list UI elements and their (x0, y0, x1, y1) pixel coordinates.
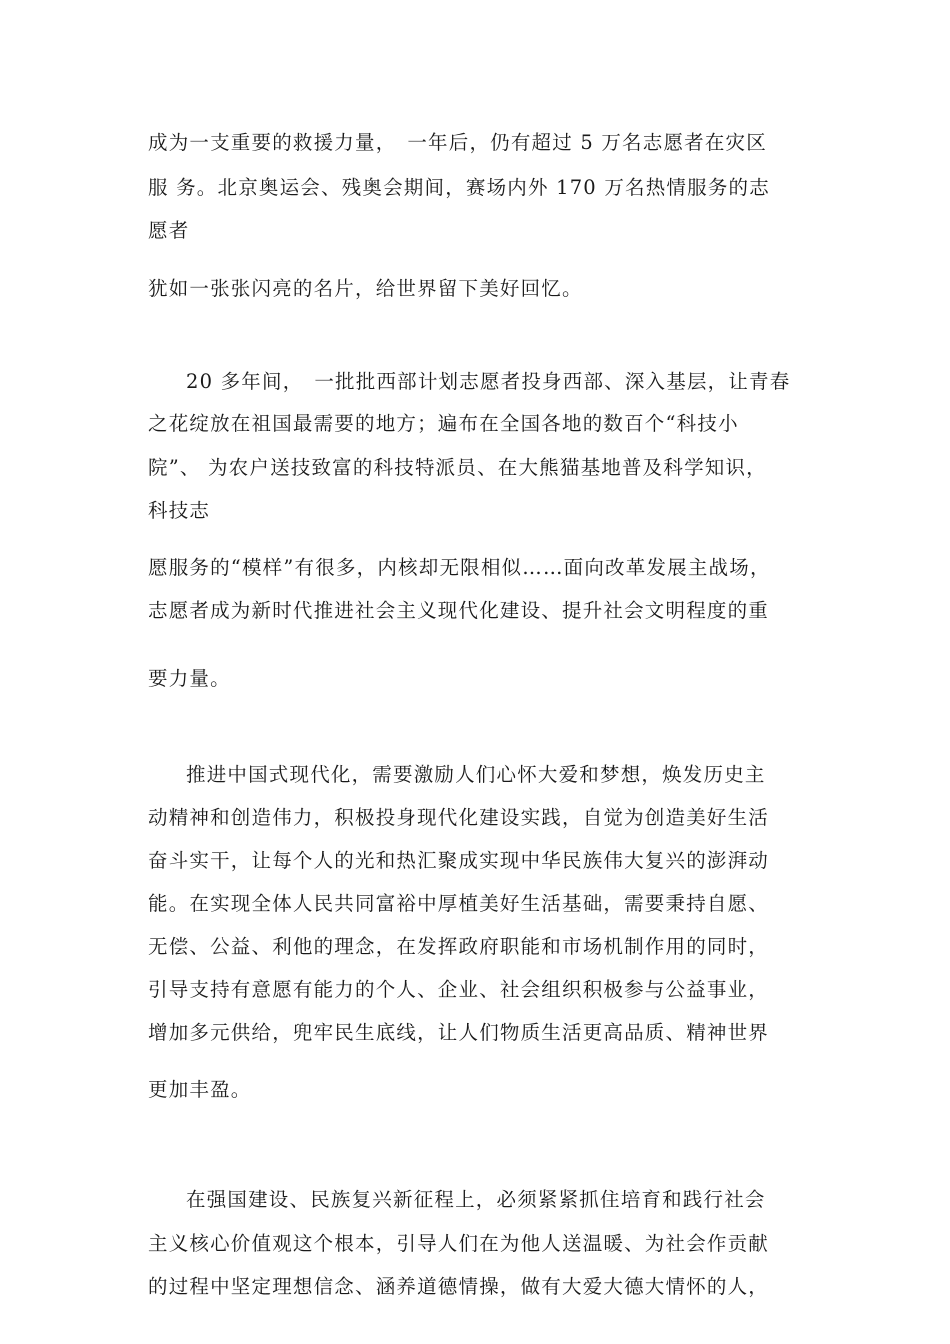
text-line: 更加丰盈。 (148, 1078, 252, 1101)
text-line: 院”、 为农户送技致富的科技特派员、在大熊猫基地普及科学知识， (148, 456, 767, 479)
text-line: 要力量。 (148, 667, 231, 690)
text-line: 志愿者成为新时代推进社会主义现代化建设、提升社会文明程度的重 (148, 599, 770, 622)
text-line: 奋斗实干，让每个人的光和热汇聚成实现中华民族伟大复兴的澎湃动 (148, 849, 770, 872)
paragraph-start-line: 推进中国式现代化，需要激励人们心怀大爱和梦想，焕发历史主 (186, 763, 766, 786)
text-line: 愿服务的“模样”有很多，内核却无限相似……面向改革发展主战场， (148, 556, 771, 579)
text-line: 服 务。北京奥运会、残奥会期间，赛场内外 170 万名热情服务的志 (148, 176, 770, 199)
text-line: 的过程中坚定理想信念、涵养道德情操，做有大爱大德大情怀的人， (148, 1275, 770, 1298)
text-line: 能。在实现全体人民共同富裕中厚植美好生活基础，需要秉持自愿、 (148, 892, 770, 915)
text-line: 科技志 (148, 499, 211, 522)
text-line: 无偿、公益、利他的理念，在发挥政府职能和市场机制作用的同时， (148, 935, 770, 958)
text-line: 引导支持有意愿有能力的个人、企业、社会组织积极参与公益事业， (148, 978, 770, 1001)
text-line: 之花绽放在祖国最需要的地方；遍布在全国各地的数百个“科技小 (148, 412, 739, 435)
paragraph-start-line: 在强国建设、民族复兴新征程上，必须紧紧抓住培育和践行社会 (186, 1188, 766, 1211)
text-line: 愿者 (148, 219, 190, 242)
text-line: 犹如一张张闪亮的名片，给世界留下美好回忆。 (148, 277, 583, 300)
text-line: 成为一支重要的救援力量， 一年后，仍有超过 5 万名志愿者在灾区 (148, 131, 767, 154)
text-line: 主义核心价值观这个根本，引导人们在为他人送温暖、为社会作贡献 (148, 1232, 770, 1255)
paragraph-start-line: 20 多年间， 一批批西部计划志愿者投身西部、深入基层，让青春 (186, 370, 791, 393)
text-line: 增加多元供给，兜牢民生底线，让人们物质生活更高品质、精神世界 (148, 1021, 770, 1044)
text-line: 动精神和创造伟力，积极投身现代化建设实践，自觉为创造美好生活 (148, 806, 770, 829)
